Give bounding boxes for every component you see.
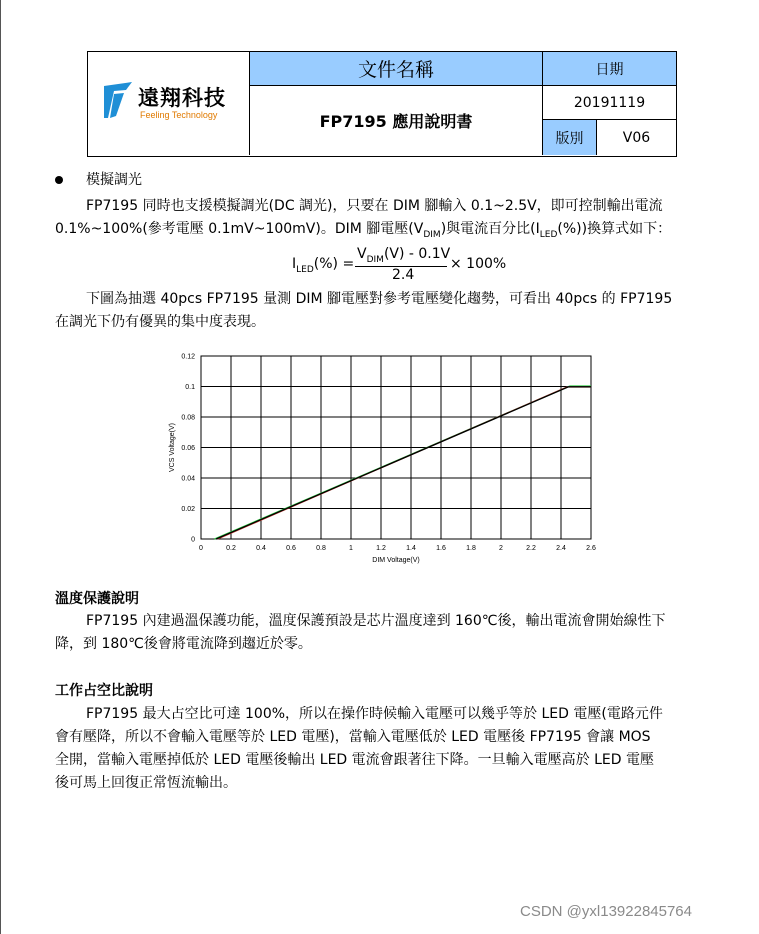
date-label: 日期 — [543, 52, 676, 86]
duty-line-2: 會有壓降，所以不會輸入電壓等於 LED 電壓)，當輸入電壓低於 LED 電壓後 FP7195 會讓 MOS — [55, 729, 651, 745]
watermark: CSDN @yxl13922845764 — [520, 903, 692, 920]
dimming-paragraph-line-2: 0.1%~100%(參考電壓 0.1mV~100mV)。DIM 腳電壓$(V_{DIM})$與電流百分比$(I_{LED}(\%))$換算式如下： — [55, 221, 672, 240]
document-header-table — [87, 51, 677, 157]
section-title-temp: 溫度保護說明 — [55, 591, 139, 607]
bullet-icon — [55, 176, 63, 184]
date-value: 20191119 — [543, 86, 676, 120]
section-title-duty: 工作占空比說明 — [55, 683, 153, 699]
company-name-en: Feeling Technology — [140, 110, 218, 120]
x-tick-label: 1 — [349, 545, 353, 552]
page-left-border — [0, 0, 1, 934]
y-axis-label: VCS Voltage(V) — [169, 422, 176, 473]
version-value: V06 — [622, 129, 651, 146]
version-label: 版別 — [543, 120, 597, 155]
x-tick-label: 0.8 — [316, 545, 326, 552]
y-tick-label: 0.12 — [181, 353, 195, 361]
x-tick-label: 0 — [199, 545, 203, 552]
company-name-cn: 遠翔科技 — [138, 85, 226, 110]
dimming-paragraph-line-1: FP7195 同時也支援模擬調光(DC 調光)，只要在 DIM 腳輸入 0.1~2.5V，即可控制輸出電流 — [86, 198, 663, 214]
x-tick-label: 1.4 — [406, 545, 416, 552]
y-tick-label: 0.02 — [181, 506, 195, 513]
x-tick-label: 1.8 — [466, 545, 476, 552]
y-tick-label: 0.04 — [181, 475, 195, 483]
x-tick-label: 1.2 — [376, 545, 386, 552]
chart-intro-line-1: 下圖為抽選 40pcs FP7195 量測 DIM 腳電壓對參考電壓變化趨勢，可看出 40pcs 的 FP7195 — [86, 291, 673, 307]
x-tick-label: 2.2 — [526, 545, 536, 552]
dim-vs-vcs-chart — [160, 347, 600, 572]
logo-cell — [88, 52, 250, 155]
doc-name-label: 文件名稱 — [250, 52, 543, 86]
y-tick-label: 0.1 — [185, 384, 195, 391]
x-tick-label: 2 — [499, 545, 503, 552]
company-logo-icon — [102, 80, 136, 120]
chart-intro-line-2: 在調光下仍有優異的集中度表現。 — [55, 314, 265, 330]
x-axis-label: DIM Voltage(V) — [372, 557, 420, 564]
x-tick-label: 1.6 — [436, 545, 446, 552]
x-tick-label: 0.2 — [226, 545, 236, 552]
y-tick-label: 0.06 — [181, 445, 195, 452]
y-tick-label: 0 — [191, 536, 195, 544]
x-tick-label: 0.4 — [256, 545, 266, 552]
duty-line-4: 後可馬上回復正常恆流輸出。 — [55, 775, 237, 791]
x-tick-label: 2.4 — [556, 545, 566, 552]
x-tick-label: 0.6 — [286, 545, 296, 552]
y-tick-label: 0.08 — [181, 414, 195, 422]
doc-name: FP7195 應用說明書 — [250, 86, 543, 155]
x-tick-label: 2.6 — [586, 545, 596, 552]
temp-line-2: 降，到 180℃後會將電流降到趨近於零。 — [55, 636, 312, 652]
duty-line-3: 全開，當輸入電壓掉低於 LED 電壓後輸出 LED 電流會跟著往下降。一旦輸入電壓高於 LED 電壓 — [55, 752, 654, 768]
duty-line-1: FP7195 最大占空比可達 100%，所以在操作時候輸入電壓可以幾乎等於 LED 電壓(電路元件 — [86, 706, 663, 722]
section-title-dimming: 模擬調光 — [86, 172, 142, 188]
temp-line-1: FP7195 內建過溫保護功能，溫度保護預設是芯片溫度達到 160℃後，輸出電流會開始線性下 — [86, 613, 666, 629]
